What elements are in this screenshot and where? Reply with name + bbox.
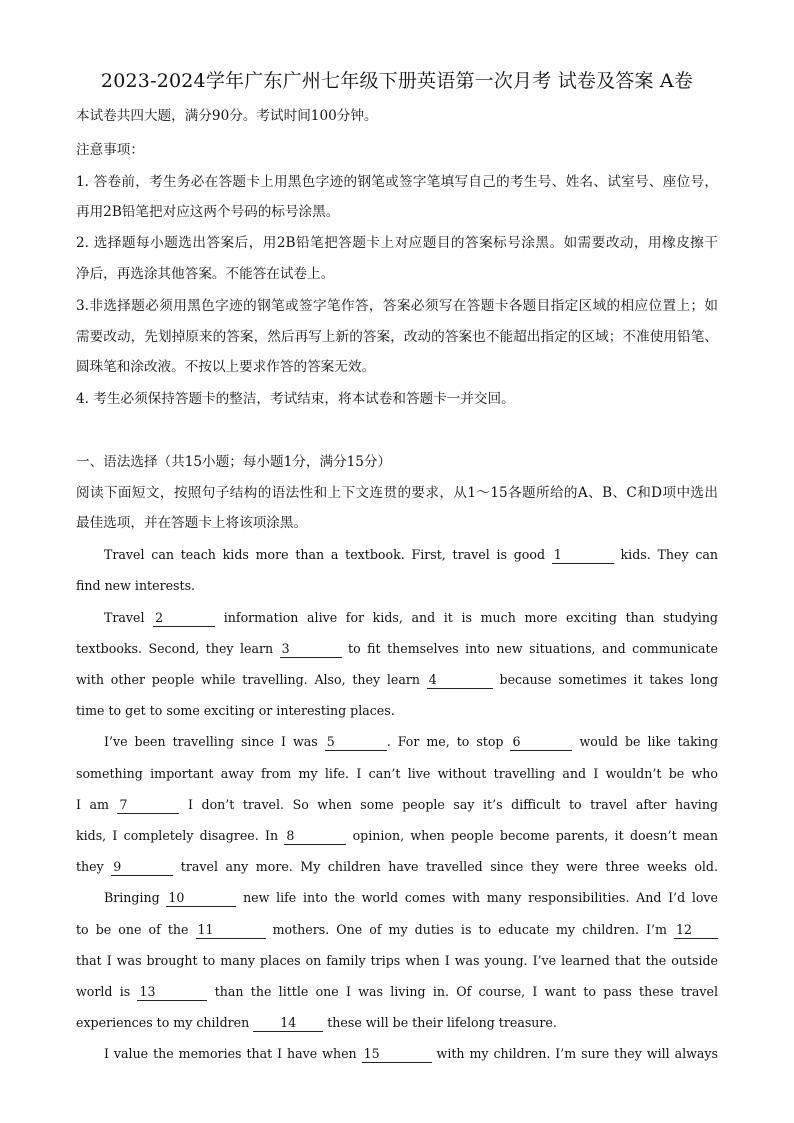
blank-5[interactable]: 5 <box>325 734 387 751</box>
passage-text: Travel can teach kids more than a textbook. First, travel is good <box>104 547 552 562</box>
section-heading: 一、语法选择（共15小题；每小题1分，满分15分） <box>76 454 392 470</box>
passage-text: . For me, to stop <box>386 734 511 749</box>
blank-6[interactable]: 6 <box>510 734 572 751</box>
passage-line <box>76 920 718 940</box>
passage-line <box>76 1044 718 1064</box>
passage-text: I don’t travel. So when some people say it’s difficult to travel after having <box>179 797 718 812</box>
passage-text: I am <box>76 797 118 812</box>
passage-text: would be like taking <box>572 734 719 749</box>
notice-line: 净后，再选涂其他答案。不能答在试卷上。 <box>76 266 335 282</box>
passage-text: kids, I completely disagree. In <box>76 828 285 843</box>
passage-text: with my children. I’m sure they will always <box>431 1046 718 1061</box>
passage-line <box>76 608 718 628</box>
passage-line <box>76 795 718 815</box>
passage-line <box>76 670 718 690</box>
passage-text: mothers. One of my duties is to educate my children. I’m <box>265 922 675 937</box>
passage-line <box>76 1013 718 1033</box>
passage-text: I value the memories that I have when <box>104 1046 362 1061</box>
passage-text: than the little one I was living in. Of course, I want to pass these travel <box>207 984 719 999</box>
passage-text: with other people while travelling. Also, they learn <box>76 672 427 687</box>
blank-8[interactable]: 8 <box>284 828 346 845</box>
blank-12[interactable]: 12 <box>674 922 718 939</box>
blank-9[interactable]: 9 <box>111 859 173 876</box>
passage-text: Bringing <box>104 890 167 905</box>
passage-line: something important away from my life. I can’t live without travelling and I wouldn’t be who <box>76 766 718 781</box>
passage-text: to be one of the <box>76 922 196 937</box>
blank-13[interactable]: 13 <box>137 984 207 1001</box>
section-instructions: 阅读下面短文，按照句子结构的语法性和上下文连贯的要求，从1～15各题所给的A、B、C和D项中选出 <box>76 485 718 501</box>
notice-line: 需要改动，先划掉原来的答案，然后再写上新的答案，改动的答案也不能超出指定的区域；不准使用铅笔、 <box>76 329 718 345</box>
passage-text: experiences to my children <box>76 1015 254 1030</box>
passage-text: to fit themselves into new situations, and communicate <box>341 641 718 656</box>
section-instructions: 最佳选项，并在答题卡上将该项涂黑。 <box>76 515 308 531</box>
passage-text: new life into the world comes with many responsibilities. And I’d love <box>236 890 718 905</box>
passage-line <box>76 857 718 877</box>
document-title: 2023-2024学年广东广州七年级下册英语第一次月考 试卷及答案 A卷 <box>100 70 694 92</box>
passage-text: Travel <box>104 610 154 625</box>
passage-text: information alive for kids, and it is much more exciting than studying <box>215 610 718 625</box>
passage-line <box>76 639 718 659</box>
blank-3[interactable]: 3 <box>280 641 342 658</box>
blank-1[interactable]: 1 <box>552 547 614 564</box>
passage-line: that I was brought to many places on family trips when I was young. I’ve learned that the outside <box>76 953 718 968</box>
passage-text: world is <box>76 984 138 999</box>
intro-text: 本试卷共四大题，满分90分。考试时间100分钟。 <box>76 108 378 124</box>
blank-2[interactable]: 2 <box>153 610 215 627</box>
passage-text: opinion, when people become parents, it doesn’t mean <box>346 828 718 843</box>
blank-11[interactable]: 11 <box>196 922 266 939</box>
passage-line <box>76 826 718 846</box>
notice-line: 4. 考生必须保持答题卡的整洁，考试结束，将本试卷和答题卡一并交回。 <box>76 391 515 407</box>
blank-15[interactable]: 15 <box>362 1046 432 1063</box>
blank-10[interactable]: 10 <box>166 890 236 907</box>
passage-line: find new interests. <box>76 578 196 593</box>
passage-line: time to get to some exciting or interesting places. <box>76 703 395 718</box>
blank-14[interactable]: 14 <box>253 1015 323 1032</box>
passage-text: kids. They can <box>613 547 718 562</box>
notice-line: 1. 答卷前，考生务必在答题卡上用黑色字迹的钢笔或签字笔填写自己的考生号、姓名、试室号、座位号， <box>76 174 718 190</box>
passage-line <box>76 545 718 565</box>
passage-text: they <box>76 859 112 874</box>
passage-line <box>76 732 718 752</box>
passage-text: textbooks. Second, they learn <box>76 641 280 656</box>
blank-7[interactable]: 7 <box>117 797 179 814</box>
passage-text: these will be their lifelong treasure. <box>323 1015 557 1030</box>
passage-text: travel any more. My children have travelled since they were three weeks old. <box>173 859 718 874</box>
passage-text: I’ve been travelling since I was <box>104 734 325 749</box>
passage-text: because sometimes it takes long <box>492 672 719 687</box>
notice-line: 圆珠笔和涂改液。不按以上要求作答的答案无效。 <box>76 359 376 375</box>
notice-heading: 注意事项： <box>76 142 144 158</box>
notice-line: 3.非选择题必须用黑色字迹的钢笔或签字笔作答，答案必须写在答题卡各题目指定区域的相应位置上；如 <box>76 298 718 314</box>
notice-line: 再用2B铅笔把对应这两个号码的标号涂黑。 <box>76 204 340 220</box>
blank-4[interactable]: 4 <box>427 672 493 689</box>
passage-line <box>76 982 718 1002</box>
notice-line: 2. 选择题每小题选出答案后，用2B铅笔把答题卡上对应题目的答案标号涂黑。如需要改动，用橡皮擦干 <box>76 235 718 251</box>
passage-line <box>76 888 718 908</box>
